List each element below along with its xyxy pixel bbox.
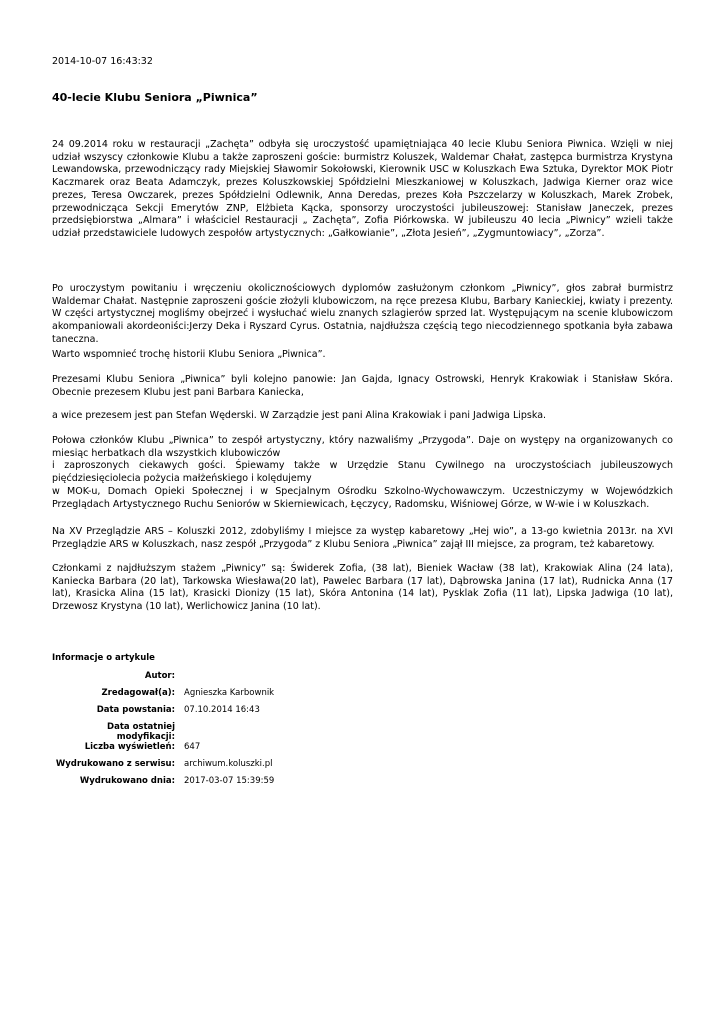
paragraph-line: Połowa członków Klubu „Piwnica” to zespół artystyczny, który nazwaliśmy „Przygoda”. Daje on występy na organizowanych co miesiąc herbatkach dla wszystkich klubowiczów [52,435,673,459]
paragraph-history-intro [52,349,673,362]
info-label: Zredagował(a): [101,688,175,698]
info-row-created [52,705,274,722]
info-label: Wydrukowano dnia: [79,776,175,786]
info-row-printed [52,776,274,793]
info-label: Data powstania: [96,705,175,715]
info-row-editor [52,688,274,705]
article-title: 40-lecie Klubu Seniora „Piwnica” [52,91,258,104]
paragraph-presidents [52,374,673,399]
info-value: Agnieszka Karbownik [184,688,275,698]
article-info-table [52,671,274,793]
info-heading: Informacje o artykule [52,653,155,663]
info-row-source [52,759,274,776]
info-value: 07.10.2014 16:43 [184,705,260,715]
info-row-modified [52,722,274,742]
paragraph-line: Warto wspomnieć trochę historii Klubu Seniora „Piwnica”. [52,349,326,360]
info-value: 2017-03-07 15:39:59 [184,776,275,786]
paragraph-line: Prezesami Klubu Seniora „Piwnica” byli kolejno panowie: Jan Gajda, Ignacy Ostrowski, Henryk Krakowiak i Stanisław Skóra. Obecnie prezesem Klubu jest pani Barbara Kaniecka, [52,374,673,398]
paragraph-line: w MOK-u, Domach Opieki Społecznej i w Specjalnym Ośrodku Szkolno-Wychowawczym. Uczestniczymy w Wojewódzkich Przeglądach Artystycznego Ruchu Seniorów w Skierniewicach, Łęczycy, Radomsku, Wiśniowej Górze, w W-wie i w Koluszkach. [52,485,673,510]
paragraph-awards [52,526,673,551]
paragraph-line: i zaproszonych ciekawych gości. Śpiewamy także w Urzędzie Stanu Cywilnego na uroczystościach jubileuszowych pięćdziesięciolecia pożycia małżeńskiego i kolędujemy [52,460,673,485]
info-value [184,671,274,688]
info-row-views [52,742,274,759]
info-label: Liczba wyświetleń: [84,742,175,752]
paragraph-line: Po uroczystym powitaniu i wręczeniu okolicznościowych dyplomów zasłużonym członkom „Piwnicy”, głos zabrał burmistrz Waldemar Chałat. Następnie zaproszeni goście złożyli klubowiczom, na ręce prezesa Klubu, Barbary Kanieckiej, kwiaty i prezenty. W części artystycznej mogliśmy obejrzeć i wysłuchać wielu znanych szlagierów sprzed lat. Występującym na scenie klubowiczom akompaniowali akordeoniści:Jerzy Deka i Ryszard Cyrus. Ostatnia, najdłuższa częścią tego niecodziennego spotkania była zabawa taneczna. [52,283,673,345]
info-label: Autor: [144,671,175,681]
paragraph-line: Na XV Przeglądzie ARS – Koluszki 2012, zdobyliśmy I miejsce za występ kabaretowy „Hej wio”, a 13-go kwietnia 2013r. na XVI Przeglądzie ARS w Koluszkach, nasz zespół „Przygoda” z Klubu Seniora „Piwnica” zajął III miejsce, za program, też kabaretowy. [52,526,673,550]
info-value: 647 [184,742,201,752]
info-label: Data ostatniej modyfikacji: [107,722,175,742]
paragraph-members [52,563,673,614]
paragraph-line: Członkami z najdłuższym stażem „Piwnicy” są: Świderek Zofia, (38 lat), Bieniek Wacław (38 lat), Krakowiak Alina (24 lata), Kaniecka Barbara (20 lat), Tarkowska Wiesława(20 lat), Pawelec Barbara (17 lat), Dąbrowska Janina (17 lat), Rudnicka Anna (17 lat), Krasicka Alina (15 lat), Krasicki Dionizy (15 lat), Skóra Antonina (14 lat), Pysklak Zofia (11 lat), Lipska Jadwiga (10 lat), Drzewosz Krystyna (10 lat), Werlichowicz Janina (10 lat). [52,563,673,613]
paragraph-ensemble [52,435,673,511]
info-row-author [52,671,274,688]
info-value [184,722,274,742]
paragraph-program [52,283,673,347]
info-label: Wydrukowano z serwisu: [55,759,175,769]
paragraph-board [52,410,673,423]
print-timestamp: 2014-10-07 16:43:32 [52,56,153,67]
paragraph-line: 24 09.2014 roku w restauracji „Zachęta” odbyła się uroczystość upamiętniająca 40 lecie Klubu Seniora Piwnica. Wzięli w niej udział wszyscy członkowie Klubu a także zaproszeni goście: burmistrz Koluszek, Waldemar Chałat, zastępca burmistrza Krystyna Lewandowska, przewodniczący rady Miejskiej Sławomir Sokołowski, Kierownik USC w Koluszkach Ewa Sztuka, Dyrektor MOK Piotr Kaczmarek oraz Beata Adamczyk, prezes Koluszkowskiej Spółdzielni Mieszkaniowej w Koluszkach, Jadwiga Kierner oraz wice prezes, Teresa Owczarek, prezes Spółdzielni Odlewnik, Anna Deredas, prezes Koła Pszczelarzy w Koluszkach, Marek Zrobek, przewodnicząca Sekcji Emerytów ZNP, Elżbieta Kącka, sponsorzy uroczystości jubileuszowej: Stanisław Janeczek, prezes przedsiębiorstwa „Almara” i właściciel Restauracji „ Zachęta”, Zofia Piórkowska. W jubileuszu 40 lecia „Piwnicy” wzieli także udział przedstawiciele ludowych zespołów artystycznych: „Gałkowianie”, „Złota Jesień”, „Zygmuntowiacy”, „Zorza”. [52,139,673,239]
paragraph-ceremony [52,139,673,241]
info-value: archiwum.koluszki.pl [184,759,273,769]
paragraph-line: a wice prezesem jest pan Stefan Węderski. W Zarządzie jest pani Alina Krakowiak i pani Jadwiga Lipska. [52,410,547,421]
